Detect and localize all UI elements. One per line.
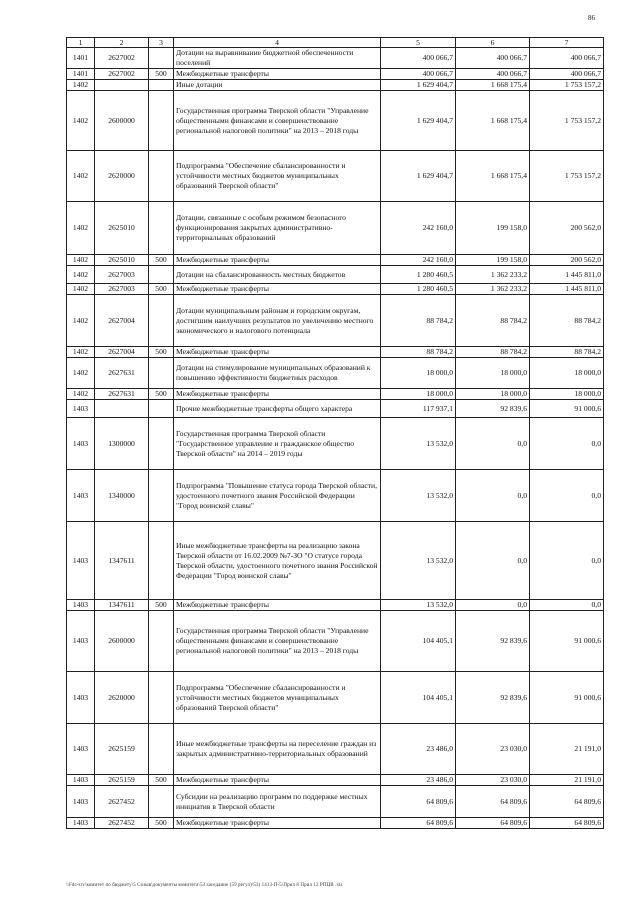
row-target-code: 2627452	[95, 786, 149, 818]
row-value-col7: 1 753 157,2	[530, 80, 604, 91]
row-expense-type	[149, 358, 174, 389]
row-value-col5: 104 405,1	[381, 672, 456, 724]
row-expense-type	[149, 418, 174, 470]
row-value-col6: 18 000,0	[456, 389, 530, 400]
row-name: Подпрограмма "Повышение статуса города Тверской области, удостоенного почетного звания Российской Федерации "Город воинской славы"	[174, 470, 381, 522]
row-section-code: 1402	[67, 358, 95, 389]
row-target-code: 2627004	[95, 347, 149, 358]
row-value-col6: 0,0	[456, 600, 530, 611]
row-name: Иные дотации	[174, 80, 381, 91]
row-name: Дотации на стимулирование муниципальных образований к повышению эффективности бюджетных расходов	[174, 358, 381, 389]
row-value-col7: 91 000,6	[530, 672, 604, 724]
row-name: Государственная программа Тверской области "Управление общественными финансами и совершенствование региональной налоговой политики" на 2013 – 2018 годы	[174, 611, 381, 672]
row-section-code: 1402	[67, 295, 95, 347]
row-target-code	[95, 400, 149, 418]
row-section-code: 1402	[67, 389, 95, 400]
table-header-row	[67, 38, 604, 48]
row-value-col6: 92 839,6	[456, 400, 530, 418]
row-value-col5: 23 486,0	[381, 775, 456, 786]
row-section-code: 1402	[67, 266, 95, 284]
row-value-col7: 21 191,0	[530, 775, 604, 786]
row-section-code: 1403	[67, 786, 95, 818]
row-value-col6: 400 066,7	[456, 48, 530, 69]
row-expense-type	[149, 151, 174, 202]
header-cell: 6	[456, 38, 530, 48]
row-name: Межбюджетные трансферты	[174, 818, 381, 829]
table-row	[67, 255, 604, 266]
row-target-code: 2625159	[95, 775, 149, 786]
row-name: Государственная программа Тверской области "Государственное управление и гражданское общество Тверской области" на 2014 – 2019 годы	[174, 418, 381, 470]
row-value-col7: 1 445 811,0	[530, 266, 604, 284]
row-value-col7: 18 000,0	[530, 389, 604, 400]
row-value-col6: 1 668 175,4	[456, 91, 530, 151]
row-value-col5: 18 000,0	[381, 358, 456, 389]
row-value-col7: 91 000,6	[530, 611, 604, 672]
row-target-code: 1347611	[95, 522, 149, 600]
row-value-col6: 0,0	[456, 522, 530, 600]
row-value-col6: 18 000,0	[456, 358, 530, 389]
row-value-col5: 13 532,0	[381, 522, 456, 600]
row-expense-type	[149, 295, 174, 347]
row-target-code: 2625010	[95, 255, 149, 266]
header-cell: 2	[95, 38, 149, 48]
row-value-col5: 13 532,0	[381, 470, 456, 522]
row-target-code: 2627003	[95, 284, 149, 295]
row-section-code: 1402	[67, 255, 95, 266]
row-target-code: 1347611	[95, 600, 149, 611]
row-target-code: 2620000	[95, 151, 149, 202]
header-cell: 1	[67, 38, 95, 48]
row-value-col7: 18 000,0	[530, 358, 604, 389]
row-section-code: 1403	[67, 470, 95, 522]
table-row	[67, 266, 604, 284]
row-target-code: 1300000	[95, 418, 149, 470]
table-row	[67, 202, 604, 255]
file-path-footer: \\Fdc-srv\комитет по бюджету\5 Созыв\документы комитета\53 заседание (59 регул)\53) 1413-П-5\Прил 8 Прил 12 РПЦВ .xls	[66, 883, 343, 888]
row-value-col5: 400 066,7	[381, 48, 456, 69]
row-target-code: 2627631	[95, 358, 149, 389]
row-expense-type: 500	[149, 818, 174, 829]
row-name: Межбюджетные трансферты	[174, 255, 381, 266]
row-name: Межбюджетные трансферты	[174, 600, 381, 611]
row-target-code: 2600000	[95, 611, 149, 672]
row-name: Государственная программа Тверской области "Управление общественными финансами и совершенствование региональной налоговой политики" на 2013 – 2018 годы	[174, 91, 381, 151]
row-value-col5: 64 809,6	[381, 786, 456, 818]
row-section-code: 1402	[67, 151, 95, 202]
row-value-col7: 200 562,0	[530, 202, 604, 255]
row-value-col5: 1 280 460,5	[381, 266, 456, 284]
row-value-col7: 0,0	[530, 470, 604, 522]
row-value-col7: 0,0	[530, 600, 604, 611]
table-row	[67, 91, 604, 151]
row-target-code: 2620000	[95, 672, 149, 724]
table-row	[67, 48, 604, 69]
table-row	[67, 69, 604, 80]
table-row	[67, 724, 604, 775]
table-row	[67, 389, 604, 400]
table-row	[67, 611, 604, 672]
row-value-col7: 1 753 157,2	[530, 91, 604, 151]
row-value-col6: 0,0	[456, 470, 530, 522]
row-expense-type	[149, 522, 174, 600]
table-row	[67, 470, 604, 522]
row-value-col7: 0,0	[530, 522, 604, 600]
row-value-col7: 88 784,2	[530, 295, 604, 347]
row-expense-type	[149, 266, 174, 284]
table-row	[67, 522, 604, 600]
row-value-col7: 88 784,2	[530, 347, 604, 358]
row-target-code: 2627002	[95, 48, 149, 69]
row-section-code: 1403	[67, 522, 95, 600]
row-value-col6: 64 809,6	[456, 786, 530, 818]
row-section-code: 1402	[67, 80, 95, 91]
row-target-code: 2627452	[95, 818, 149, 829]
row-value-col7: 400 066,7	[530, 48, 604, 69]
row-expense-type: 500	[149, 347, 174, 358]
table-row	[67, 80, 604, 91]
budget-table	[66, 37, 604, 829]
table-row	[67, 786, 604, 818]
row-section-code: 1401	[67, 69, 95, 80]
table-row	[67, 418, 604, 470]
row-section-code: 1403	[67, 600, 95, 611]
row-name: Дотации на выравнивание бюджетной обеспеченности поселений	[174, 48, 381, 69]
row-value-col5: 88 784,2	[381, 295, 456, 347]
table-row	[67, 818, 604, 829]
row-target-code: 1340000	[95, 470, 149, 522]
row-value-col6: 199 158,0	[456, 255, 530, 266]
row-value-col5: 242 160,0	[381, 202, 456, 255]
row-section-code: 1403	[67, 611, 95, 672]
row-section-code: 1403	[67, 418, 95, 470]
row-name: Дотации муниципальным районам и городским округам, достигшим наилучших результатов по увеличению местного экономического и налогового потенциала	[174, 295, 381, 347]
row-expense-type	[149, 786, 174, 818]
row-value-col5: 88 784,2	[381, 347, 456, 358]
row-name: Подпрограмма "Обеспечение сбалансированности и устойчивости местных бюджетов муниципальных образований Тверской области"	[174, 672, 381, 724]
row-expense-type	[149, 48, 174, 69]
row-name: Иные межбюджетные трансферты на переселение граждан из закрытых административно-территориальных образований	[174, 724, 381, 775]
row-value-col5: 1 629 404,7	[381, 151, 456, 202]
table-row	[67, 295, 604, 347]
row-name: Подпрограмма "Обеспечение сбалансированности и устойчивости местных бюджетов муниципальных образований Тверской области"	[174, 151, 381, 202]
page-number: 86	[588, 14, 595, 22]
row-expense-type	[149, 80, 174, 91]
row-value-col6: 199 158,0	[456, 202, 530, 255]
row-section-code: 1402	[67, 91, 95, 151]
row-value-col6: 88 784,2	[456, 295, 530, 347]
table-row	[67, 400, 604, 418]
row-value-col5: 13 532,0	[381, 600, 456, 611]
row-expense-type	[149, 672, 174, 724]
row-value-col5: 23 486,0	[381, 724, 456, 775]
row-expense-type: 500	[149, 284, 174, 295]
header-cell: 5	[381, 38, 456, 48]
table-row	[67, 151, 604, 202]
row-expense-type: 500	[149, 69, 174, 80]
row-section-code: 1402	[67, 284, 95, 295]
row-value-col5: 1 629 404,7	[381, 80, 456, 91]
row-value-col6: 400 066,7	[456, 69, 530, 80]
row-section-code: 1402	[67, 347, 95, 358]
row-value-col5: 18 000,0	[381, 389, 456, 400]
row-expense-type	[149, 470, 174, 522]
row-value-col6: 1 362 233,2	[456, 284, 530, 295]
row-target-code: 2627631	[95, 389, 149, 400]
row-section-code: 1403	[67, 775, 95, 786]
row-expense-type: 500	[149, 389, 174, 400]
row-name: Межбюджетные трансферты	[174, 347, 381, 358]
row-name: Прочие межбюджетные трансферты общего характера	[174, 400, 381, 418]
row-value-col7: 91 000,6	[530, 400, 604, 418]
row-value-col5: 104 405,1	[381, 611, 456, 672]
row-name: Межбюджетные трансферты	[174, 284, 381, 295]
row-target-code: 2600000	[95, 91, 149, 151]
row-expense-type: 500	[149, 600, 174, 611]
row-expense-type: 500	[149, 255, 174, 266]
table-row	[67, 284, 604, 295]
row-value-col5: 64 809,6	[381, 818, 456, 829]
header-cell: 3	[149, 38, 174, 48]
row-value-col6: 1 362 233,2	[456, 266, 530, 284]
row-section-code: 1402	[67, 202, 95, 255]
row-expense-type	[149, 91, 174, 151]
row-target-code: 2625159	[95, 724, 149, 775]
row-value-col6: 0,0	[456, 418, 530, 470]
row-value-col5: 242 160,0	[381, 255, 456, 266]
table-row	[67, 775, 604, 786]
header-cell: 4	[174, 38, 381, 48]
row-value-col7: 64 809,6	[530, 786, 604, 818]
table-row	[67, 672, 604, 724]
row-expense-type	[149, 400, 174, 418]
row-target-code: 2625010	[95, 202, 149, 255]
row-value-col6: 1 668 175,4	[456, 80, 530, 91]
row-name: Межбюджетные трансферты	[174, 69, 381, 80]
row-value-col6: 88 784,2	[456, 347, 530, 358]
table-row	[67, 600, 604, 611]
row-section-code: 1403	[67, 400, 95, 418]
header-cell: 7	[530, 38, 604, 48]
row-name: Межбюджетные трансферты	[174, 389, 381, 400]
row-value-col7: 0,0	[530, 418, 604, 470]
row-value-col7: 200 562,0	[530, 255, 604, 266]
row-value-col6: 92 839,6	[456, 611, 530, 672]
row-value-col5: 1 629 404,7	[381, 91, 456, 151]
row-name: Межбюджетные трансферты	[174, 775, 381, 786]
row-value-col7: 1 445 811,0	[530, 284, 604, 295]
row-value-col6: 1 668 175,4	[456, 151, 530, 202]
row-value-col6: 92 839,6	[456, 672, 530, 724]
row-name: Субсидии на реализацию программ по поддержке местных инициатив в Тверской области	[174, 786, 381, 818]
row-section-code: 1401	[67, 48, 95, 69]
row-value-col6: 64 809,6	[456, 818, 530, 829]
row-value-col5: 1 280 460,5	[381, 284, 456, 295]
row-value-col7: 1 753 157,2	[530, 151, 604, 202]
row-value-col5: 117 937,1	[381, 400, 456, 418]
row-target-code	[95, 80, 149, 91]
row-value-col7: 400 066,7	[530, 69, 604, 80]
row-expense-type	[149, 611, 174, 672]
row-section-code: 1403	[67, 818, 95, 829]
row-target-code: 2627002	[95, 69, 149, 80]
row-value-col5: 13 532,0	[381, 418, 456, 470]
row-value-col7: 64 809,6	[530, 818, 604, 829]
row-section-code: 1403	[67, 724, 95, 775]
row-expense-type	[149, 724, 174, 775]
table-row	[67, 358, 604, 389]
row-value-col6: 23 030,0	[456, 724, 530, 775]
row-section-code: 1403	[67, 672, 95, 724]
row-name: Дотации, связанные с особым режимом безопасного функционирования закрытых административно-территориальных образований	[174, 202, 381, 255]
row-target-code: 2627004	[95, 295, 149, 347]
table-row	[67, 347, 604, 358]
row-name: Иные межбюджетные трансферты на реализацию закона Тверской области от 16.02.2009 №7-ЗО "О статусе города Тверской области, удостоенного почетного звания Российской Федерации "Город воинской славы"	[174, 522, 381, 600]
row-value-col6: 23 030,0	[456, 775, 530, 786]
row-value-col5: 400 066,7	[381, 69, 456, 80]
row-name: Дотации на сбалансированность местных бюджетов	[174, 266, 381, 284]
row-value-col7: 21 191,0	[530, 724, 604, 775]
row-target-code: 2627003	[95, 266, 149, 284]
row-expense-type: 500	[149, 775, 174, 786]
row-expense-type	[149, 202, 174, 255]
